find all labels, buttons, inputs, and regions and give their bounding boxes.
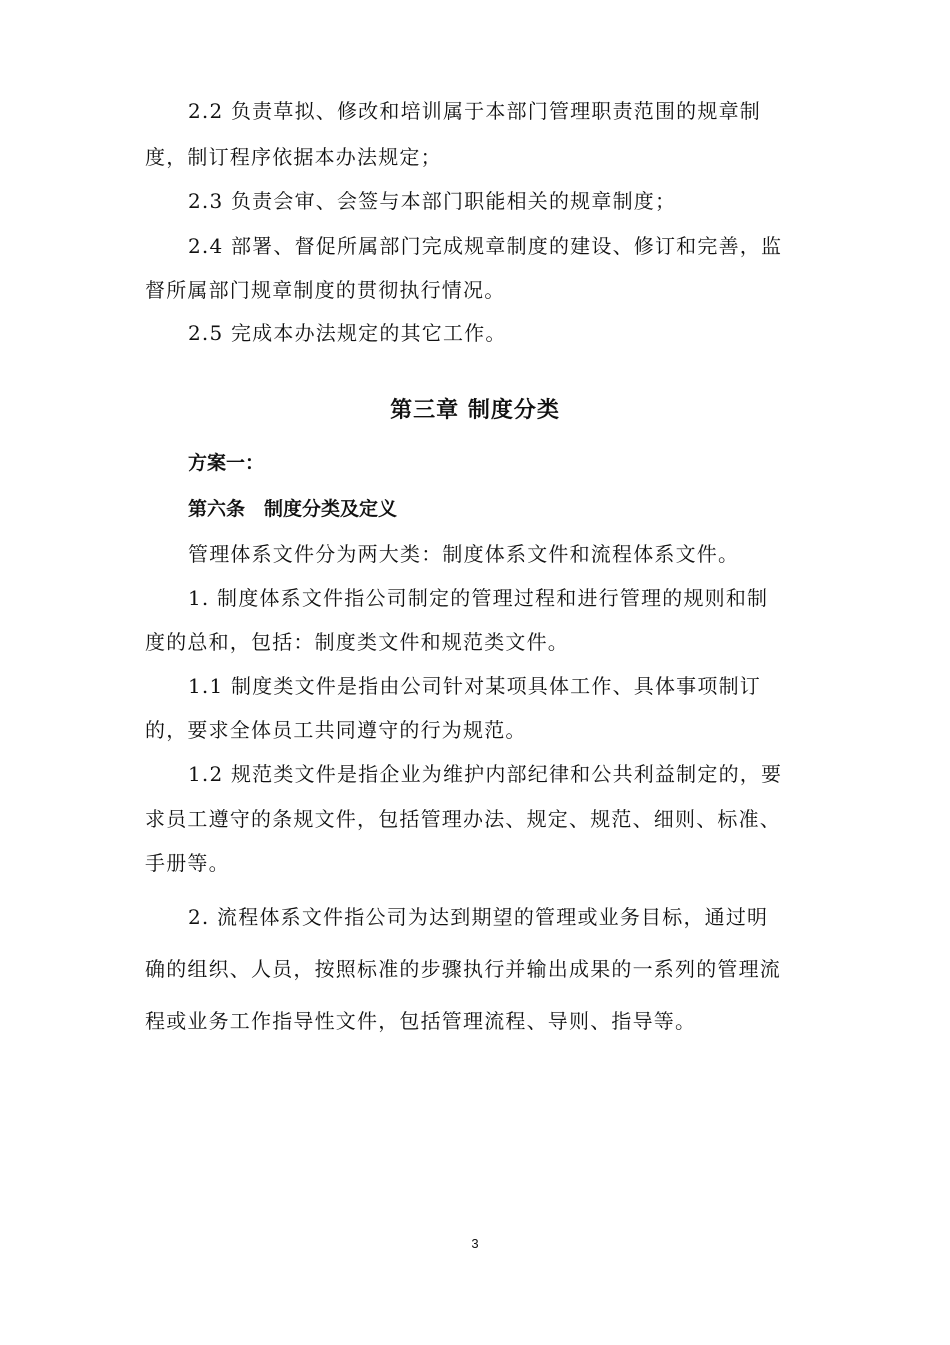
paragraph-2-4-line-1: 2.4 部署、督促所属部门完成规章制度的建设、修订和完善，监: [188, 234, 783, 258]
paragraph-2-2-line-1: 2.2 负责草拟、修改和培训属于本部门管理职责范围的规章制: [188, 99, 761, 123]
item-1-line-2: 度的总和，包括：制度类文件和规范类文件。: [145, 630, 569, 654]
item-1-2-line-1: 1.2 规范类文件是指企业为维护内部纪律和公共利益制定的，要: [188, 762, 783, 786]
paragraph-2-3-line-1: 2.3 负责会审、会签与本部门职能相关的规章制度；: [188, 189, 677, 213]
classification-intro: 管理体系文件分为两大类：制度体系文件和流程体系文件。: [188, 542, 740, 566]
article-title: 第六条 制度分类及定义: [188, 498, 398, 520]
plan-label: 方案一：: [188, 452, 265, 474]
item-2-line-2: 确的组织、人员，按照标准的步骤执行并输出成果的一系列的管理流: [145, 957, 781, 981]
paragraph-2-4-line-2: 督所属部门规章制度的贯彻执行情况。: [145, 278, 506, 302]
chapter-title: 第三章 制度分类: [390, 398, 560, 423]
page-number: 3: [471, 1236, 479, 1251]
paragraph-2-2-line-2: 度，制订程序依据本办法规定；: [145, 145, 442, 169]
item-1-2-line-3: 手册等。: [145, 851, 230, 875]
item-1-2-line-2: 求员工遵守的条规文件，包括管理办法、规定、规范、细则、标准、: [145, 807, 781, 831]
item-2-line-1: 2. 流程体系文件指公司为达到期望的管理或业务目标，通过明: [188, 905, 769, 929]
item-2-line-3: 程或业务工作指导性文件，包括管理流程、导则、指导等。: [145, 1009, 697, 1033]
item-1-line-1: 1. 制度体系文件指公司制定的管理过程和进行管理的规则和制: [188, 586, 769, 610]
item-1-1-line-2: 的，要求全体员工共同遵守的行为规范。: [145, 718, 527, 742]
paragraph-2-5-line-1: 2.5 完成本办法规定的其它工作。: [188, 321, 507, 345]
item-1-1-line-1: 1.1 制度类文件是指由公司针对某项具体工作、具体事项制订: [188, 674, 761, 698]
